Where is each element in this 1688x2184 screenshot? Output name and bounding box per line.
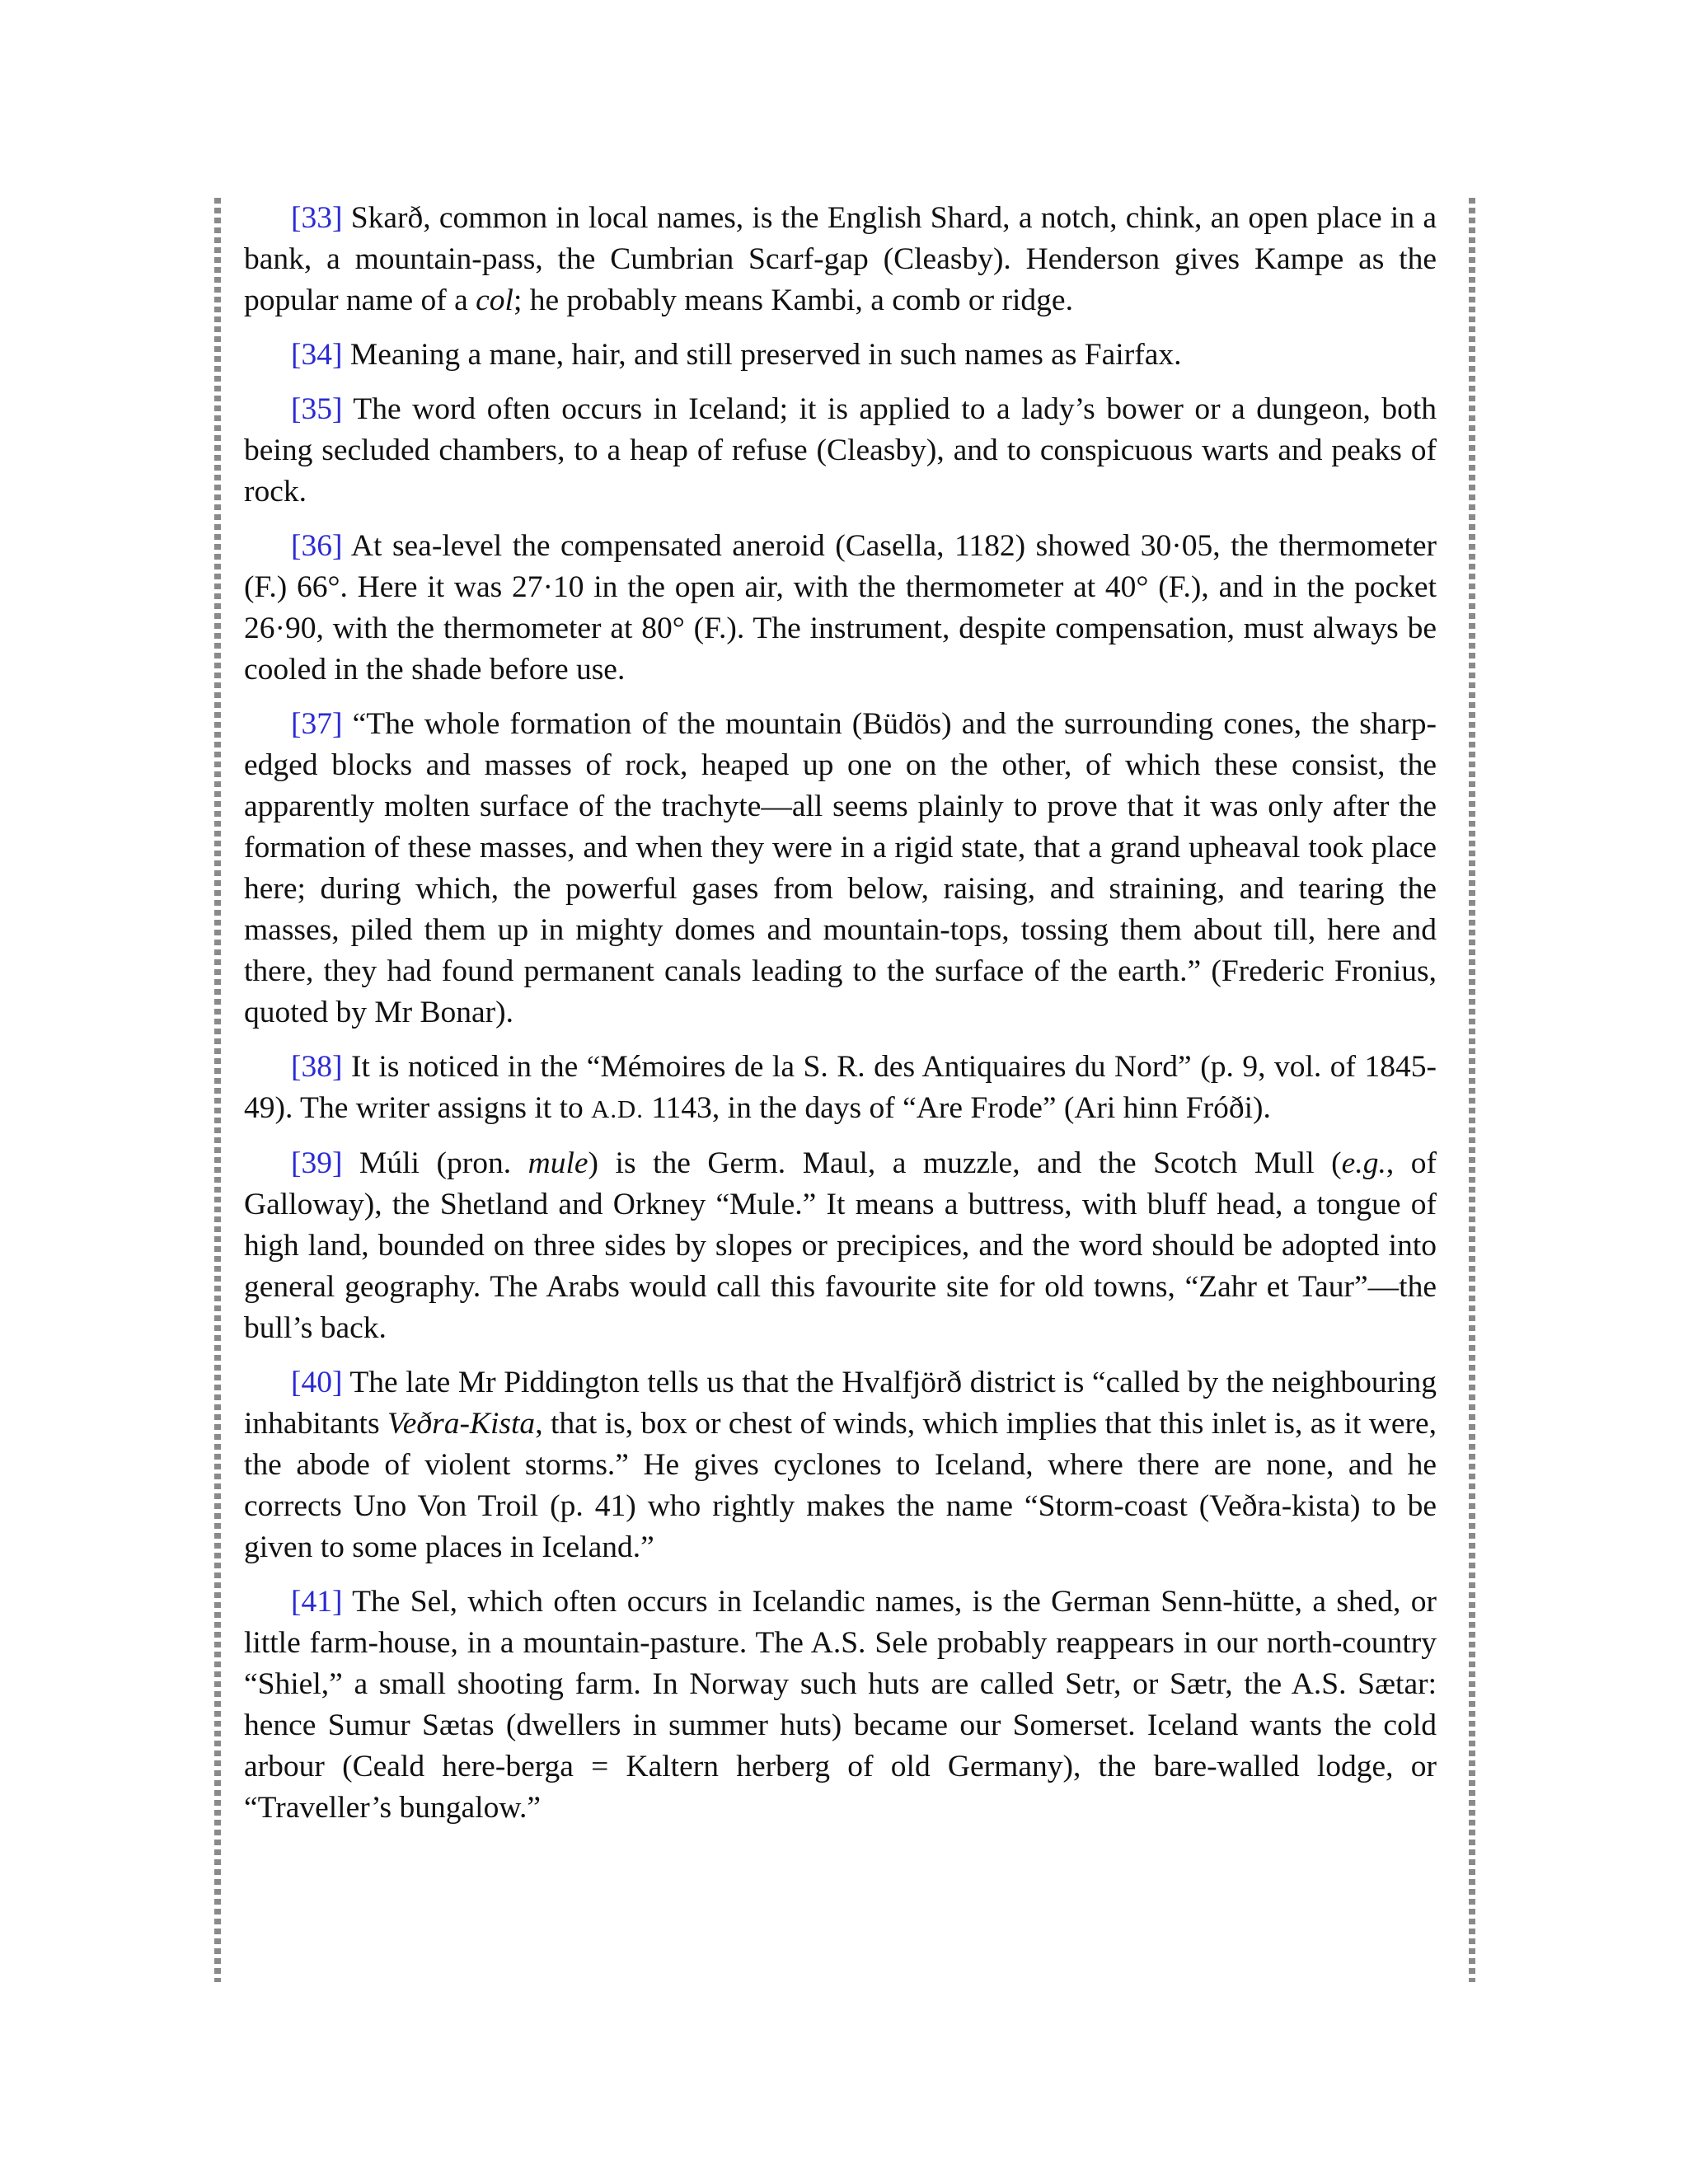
footnote-33 [244,198,1437,321]
footnote-text: , of Galloway), the Shetland and Orkney “Mule.” It means a buttress, with bluff head, a tongue of high land, bounded on three sides by slopes or precipices, and the word should be adopted into general geography. The Arabs would call this favourite site for old towns, “Zahr et Taur”—the bull’s back. [244,1146,1437,1345]
footnote-italic: Veðra-Kista [387,1407,536,1441]
footnote-text: Skarð, common in local names, is the English Shard, a notch, chink, an open place in a bank, a mountain-pass, the Cumbrian Scarf-gap (Cleasby). Henderson gives Kampe as the popular name of a [244,201,1437,317]
footnote-small-caps: A.D. [591,1095,644,1123]
footnote-ref-33[interactable]: [33] [291,201,343,235]
right-dotted-border [1469,198,1475,1982]
footnote-italic: col [476,284,513,317]
footnote-ref-38[interactable]: [38] [291,1050,343,1084]
footnote-ref-36[interactable]: [36] [291,529,343,563]
footnote-text: , that is, box or chest of winds, which implies that this inlet is, as it were, the abode of violent storms.” He gives cyclones to Iceland, where there are none, and he corrects Uno Von Troil (p. 41) who rightly makes the name “Storm-coast (Veðra-kista) to be given to some places in Iceland.” [244,1407,1437,1564]
footnote-italic: mule [528,1146,588,1180]
footnote-text: It is noticed in the “Mémoires de la S. R. des Antiquaires du Nord” (p. 9, vol. of 1845-49). The writer assigns it to [244,1050,1437,1125]
footnote-text: “The whole formation of the mountain (Büdös) and the surrounding cones, the sharp-edged blocks and masses of rock, heaped up one on the other, of which these consist, the apparently molten surface of the trachyte—all seems plainly to prove that it was only after the formation of these masses, and when they were in a rigid state, that a grand upheaval took place here; during which, the powerful gases from below, raising, and straining, and tearing the masses, piled them up in mighty domes and mountain-tops, tossing them about till, here and there, they had found permanent canals leading to the surface of the earth.” (Frederic Fronius, quoted by Mr Bonar). [244,707,1437,1029]
footnote-37 [244,704,1437,1033]
footnote-text: Meaning a mane, hair, and still preserved in such names as Fairfax. [342,338,1182,372]
footnote-35 [244,389,1437,513]
footnotes-section [244,198,1437,1842]
footnote-text: The late Mr Piddington tells us that the Hvalfjörð district is “called by the neighbouring inhabitants [244,1366,1437,1441]
footnote-text: The Sel, which often occurs in Icelandic names, is the German Senn-hütte, a shed, or little farm-house, in a mountain-pasture. The A.S. Sele probably reappears in our north-country “Shiel,” a small shooting farm. In Norway such huts are called Setr, or Sætr, the A.S. Sætar: hence Sumur Sætas (dwellers in summer huts) became our Somerset. Iceland wants the cold arbour (Ceald here-berga = Kaltern herberg of old Germany), the bare-walled lodge, or “Traveller’s bungalow.” [244,1585,1437,1825]
footnote-41 [244,1582,1437,1829]
footnote-ref-37[interactable]: [37] [291,707,343,741]
footnote-ref-35[interactable]: [35] [291,392,343,426]
footnote-text: ; he probably means Kambi, a comb or ridge. [513,284,1073,317]
footnote-text: At sea-level the compensated aneroid (Casella, 1182) showed 30·05, the thermometer (F.) 66°. Here it was 27·10 in the open air, with the thermometer at 40° (F.), and in the pocket 26·90, with the thermometer at 80° (F.). The instrument, despite compensation, must always be cooled in the shade before use. [244,529,1437,687]
footnote-ref-40[interactable]: [40] [291,1366,343,1399]
footnote-text: Múli (pron. [342,1146,528,1180]
footnote-34 [244,335,1437,376]
footnote-text: ) is the Germ. Maul, a muzzle, and the Scotch Mull ( [588,1146,1342,1180]
footnote-36 [244,526,1437,691]
footnote-ref-34[interactable]: [34] [291,338,343,372]
footnote-italic: e.g. [1341,1146,1386,1180]
left-dotted-border [214,198,221,1982]
footnote-text: 1143, in the days of “Are Frode” (Ari hinn Fróði). [643,1091,1271,1125]
footnote-text: The word often occurs in Iceland; it is applied to a lady’s bower or a dungeon, both being secluded chambers, to a heap of refuse (Cleasby), and to conspicuous warts and peaks of rock. [244,392,1437,509]
footnote-ref-39[interactable]: [39] [291,1146,343,1180]
footnote-40 [244,1362,1437,1568]
footnote-39 [244,1143,1437,1349]
footnote-ref-41[interactable]: [41] [291,1585,343,1619]
footnote-38 [244,1047,1437,1130]
